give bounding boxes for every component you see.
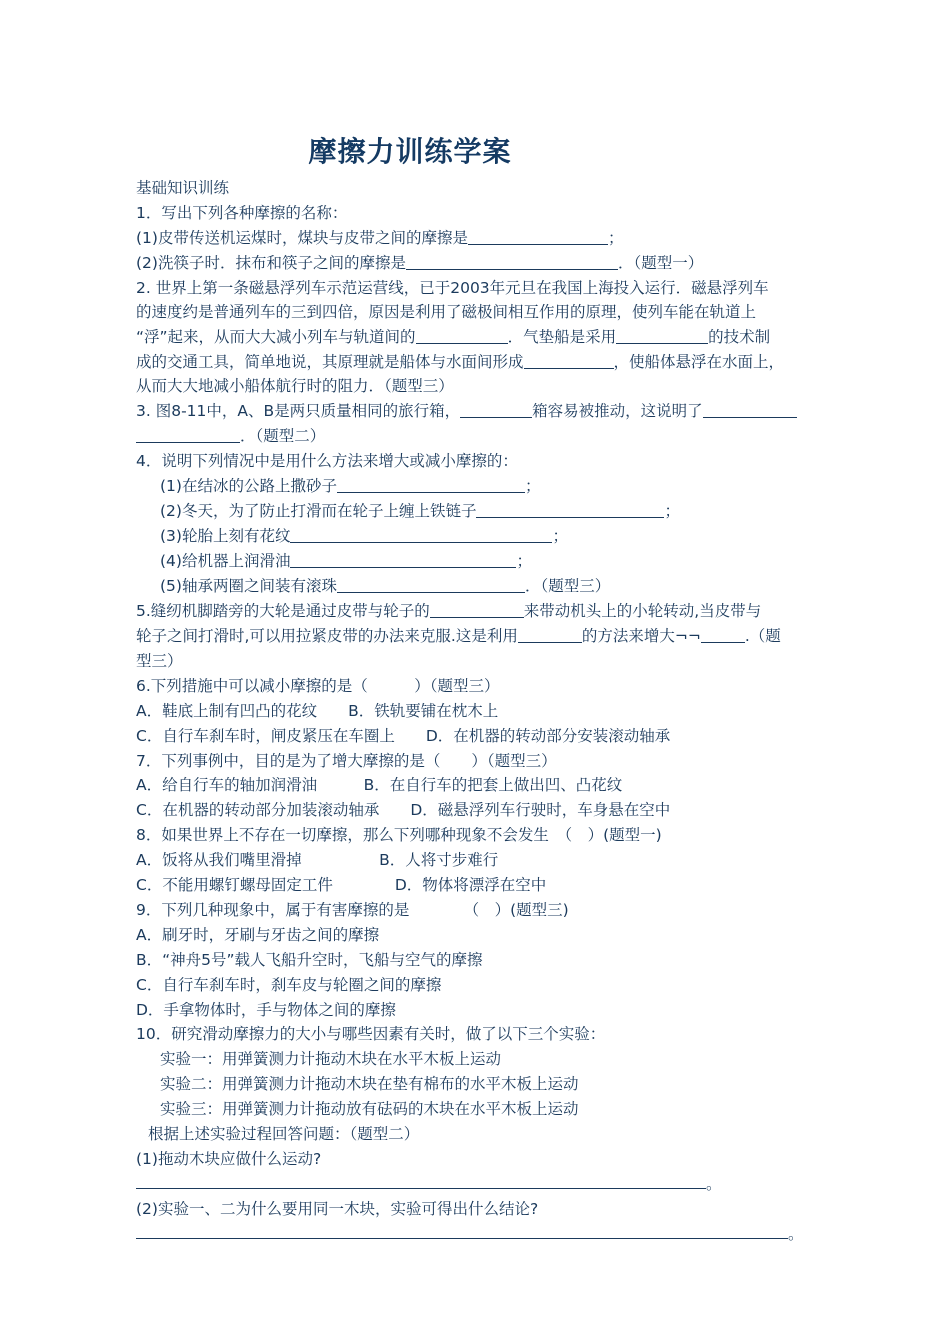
q1-part2-blank[interactable] — [406, 251, 618, 270]
q1-part2-end: ．（题型一） — [617, 254, 704, 272]
q9-option-d: D．手拿物体时，手与物体之间的摩擦 — [136, 1001, 396, 1019]
q10-part2-answer-line[interactable] — [136, 1238, 788, 1239]
q1-part1 — [136, 226, 623, 250]
q3-line1 — [136, 399, 797, 423]
q4-part4 — [160, 549, 532, 573]
q8-stem: 8．如果世界上不存在一切摩擦，那么下列哪种现象不会发生 （ ）(题型一) — [136, 826, 662, 844]
q4-part5-end: ．（题型三） — [524, 577, 611, 595]
q10-instruction: 根据上述实验过程回答问题：（题型二） — [148, 1125, 420, 1143]
q4-part1-text: (1)在结冰的公路上撒砂子 — [160, 477, 337, 495]
q10-part2: (2)实验一、二为什么要用同一木块，实验可得出什么结论? — [136, 1200, 539, 1218]
q7-options-cd: C．在机器的转动部分加装滚动轴承 D．磁悬浮列车行驶时，车身悬在空中 — [136, 801, 671, 819]
q9-option-b: B．“神舟5号”载人飞船升空时，飞船与空气的摩擦 — [136, 951, 483, 969]
q2-line3-end: 的技术制 — [708, 328, 771, 346]
q3-blank3[interactable] — [136, 424, 240, 443]
q4-blank4[interactable] — [290, 549, 516, 568]
q1-stem: 1．写出下列各种摩擦的名称： — [136, 204, 348, 222]
q4-part1-end: ； — [524, 477, 541, 495]
q9-option-a: A．刷牙时，牙刷与牙齿之间的摩擦 — [136, 926, 380, 944]
q10-experiment1: 实验一：用弹簧测力计拖动木块在水平木板上运动 — [160, 1050, 502, 1068]
q4-blank5[interactable] — [337, 574, 525, 593]
q9-option-c: C．自行车刹车时，刹车皮与轮圈之间的摩擦 — [136, 976, 442, 994]
q2-line4 — [136, 350, 784, 374]
q4-part2 — [160, 499, 680, 523]
q5-line2-mid: 的方法来增大¬¬ — [581, 627, 701, 645]
q2-line5: 从而大大地减小船体航行时的阻力．（题型三） — [136, 377, 454, 395]
q5-line2-text: 轮子之间打滑时,可以用拉紧皮带的办法来克服.这是利用 — [136, 627, 518, 645]
q5-blank1[interactable] — [430, 599, 524, 618]
q4-part4-text: (4)给机器上润滑油 — [160, 552, 291, 570]
q3-blank1[interactable] — [460, 399, 532, 418]
q8-options-cd: C．不能用螺钉螺母固定工件 D．物体将漂浮在空中 — [136, 876, 547, 894]
q4-blank1[interactable] — [337, 474, 525, 493]
q2-blank3[interactable] — [524, 350, 614, 369]
q10-experiment3: 实验三：用弹簧测力计拖动放有砝码的木块在水平木板上运动 — [160, 1100, 579, 1118]
q5-line1-text: 5.缝纫机脚踏旁的大轮是通过皮带与轮子的 — [136, 602, 430, 620]
section-heading: 基础知识训练 — [136, 179, 230, 197]
q8-options-ab: A．饭将从我们嘴里滑掉 B．人将寸步难行 — [136, 851, 499, 869]
q1-part1-end: ； — [607, 229, 624, 247]
q5-line2 — [136, 624, 781, 648]
q1-part1-blank[interactable] — [468, 226, 608, 245]
q10-experiment2: 实验二：用弹簧测力计拖动木块在垫有棉布的水平木板上运动 — [160, 1075, 579, 1093]
q7-options-ab: A．给自行车的轴加润滑油 B．在自行车的把套上做出凹、凸花纹 — [136, 776, 623, 794]
q2-line2: 的速度约是普通列车的三到四倍，原因是利用了磁极间相互作用的原理，使列车能在轨道上 — [136, 303, 757, 321]
q4-part5 — [160, 574, 610, 598]
q9-stem: 9．下列几种现象中，属于有害摩擦的是 （ ）(题型三) — [136, 901, 569, 919]
q10-part2-end: 。 — [788, 1225, 804, 1243]
q3-line1-mid: 箱容易被推动，这说明了 — [532, 402, 703, 420]
q2-line4-end: ，使船体悬浮在水面上， — [613, 353, 785, 371]
q4-blank3[interactable] — [290, 524, 552, 543]
q3-line2-end: ．（题型二） — [240, 427, 326, 445]
q2-line3-text: “浮”起来，从而大大减小列车与轨道间的 — [136, 328, 416, 346]
q5-blank3[interactable] — [701, 624, 745, 643]
q2-line3 — [136, 325, 770, 349]
q4-part3-end: ； — [552, 527, 568, 545]
q5-blank2[interactable] — [518, 624, 582, 643]
q2-blank2[interactable] — [616, 325, 708, 344]
q10-stem: 10．研究滑动摩擦力的大小与哪些因素有关时，做了以下三个实验： — [136, 1025, 606, 1043]
q5-line1-end: 来带动机头上的小轮转动,当皮带与 — [523, 602, 762, 620]
q1-part2-text: (2)洗筷子时．抹布和筷子之间的摩擦是 — [136, 254, 406, 272]
q4-part2-end: ； — [664, 502, 680, 520]
q2-line4-text: 成的交通工具，简单地说，其原理就是船体与水面间形成 — [136, 353, 524, 371]
q7-stem: 7．下列事例中，目的是为了增大摩擦的是（ ）（题型三） — [136, 752, 557, 770]
q4-part3 — [160, 524, 568, 548]
q10-part1: (1)拖动木块应做什么运动? — [136, 1150, 322, 1168]
q3-line1-text: 3. 图8-11中，A、B是两只质量相同的旅行箱， — [136, 402, 461, 420]
q2-blank1[interactable] — [416, 325, 508, 344]
q4-part1 — [160, 474, 540, 498]
q6-options-ab: A．鞋底上制有凹凸的花纹 B．铁轨要铺在枕木上 — [136, 702, 499, 720]
q5-line3: 型三） — [136, 652, 183, 670]
q2-line1: 2. 世界上第一条磁悬浮列车示范运营线，已于2003年元旦在我国上海投入运行．磁悬浮列车 — [136, 279, 769, 297]
page-title: 摩擦力训练学案 — [308, 135, 512, 168]
q5-line2-end: .（题 — [744, 627, 781, 645]
q6-options-cd: C．自行车刹车时，闸皮紧压在车圈上 D．在机器的转动部分安装滚动轴承 — [136, 727, 671, 745]
q10-part1-answer-line[interactable] — [136, 1188, 706, 1189]
q1-part1-text: (1)皮带传送机运煤时，煤块与皮带之间的摩擦是 — [136, 229, 468, 247]
q2-line3-mid: ．气垫船是采用 — [507, 328, 617, 346]
q3-blank2[interactable] — [703, 399, 797, 418]
q4-part3-text: (3)轮胎上刻有花纹 — [160, 527, 291, 545]
q4-part5-text: (5)轴承两圈之间装有滚珠 — [160, 577, 337, 595]
q10-part1-end: 。 — [706, 1175, 722, 1193]
q4-part4-end: ； — [516, 552, 532, 570]
q5-line1 — [136, 599, 761, 623]
q4-stem: 4．说明下列情况中是用什么方法来增大或减小摩擦的： — [136, 452, 518, 470]
q1-part2 — [136, 251, 703, 275]
q4-blank2[interactable] — [476, 499, 664, 518]
q4-part2-text: (2)冬天，为了防止打滑而在轮子上缠上铁链子 — [160, 502, 477, 520]
q6-stem: 6.下列措施中可以减小摩擦的是（ ）（题型三） — [136, 677, 500, 695]
q3-line2 — [136, 424, 325, 448]
